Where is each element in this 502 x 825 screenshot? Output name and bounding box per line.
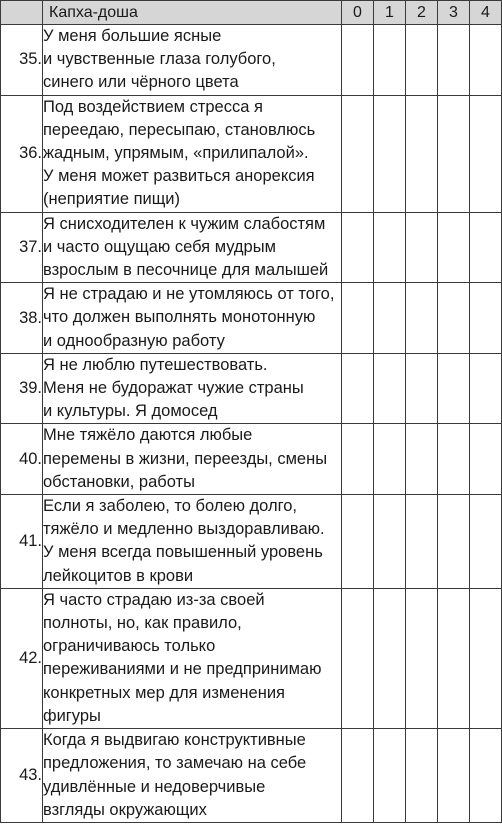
question-number: 43. bbox=[1, 729, 43, 823]
question-text bbox=[43, 283, 342, 354]
score-box-3[interactable] bbox=[438, 283, 470, 354]
score-header-0: 0 bbox=[342, 1, 374, 25]
score-box-4[interactable] bbox=[470, 95, 502, 212]
score-box-2[interactable] bbox=[406, 424, 438, 495]
question-text-line: Я не страдаю и не утомляюсь от того, bbox=[43, 285, 335, 304]
question-text-line: Мне тяжёло даются любые bbox=[43, 426, 253, 445]
question-row bbox=[1, 729, 502, 823]
score-box-0[interactable] bbox=[342, 353, 374, 424]
question-text-line: У меня всегда повышенный уровень bbox=[43, 543, 323, 562]
question-row bbox=[1, 25, 502, 96]
question-text bbox=[43, 212, 342, 283]
question-text-line: и часто ощущаю себя мудрым bbox=[43, 237, 276, 256]
question-text-line: Под воздействием стресса я bbox=[43, 97, 263, 116]
question-rows bbox=[1, 25, 502, 823]
question-row bbox=[1, 283, 502, 354]
question-text-line: и культуры. Я домосед bbox=[43, 402, 218, 421]
question-text-line: что должен выполнять монотонную bbox=[43, 308, 316, 327]
question-text-line: У меня может развиться анорексия bbox=[43, 167, 315, 186]
question-row bbox=[1, 588, 502, 728]
question-text bbox=[43, 495, 342, 589]
question-number: 36. bbox=[1, 95, 43, 212]
score-box-4[interactable] bbox=[470, 25, 502, 96]
score-box-3[interactable] bbox=[438, 353, 470, 424]
score-box-4[interactable] bbox=[470, 424, 502, 495]
question-text-line: переедаю, пересыпаю, становлюсь bbox=[43, 120, 316, 139]
question-text-line: взрослым в песочнице для малышей bbox=[43, 261, 329, 280]
score-box-2[interactable] bbox=[406, 729, 438, 823]
score-box-4[interactable] bbox=[470, 212, 502, 283]
score-box-4[interactable] bbox=[470, 495, 502, 589]
score-box-1[interactable] bbox=[374, 495, 406, 589]
score-header-1: 1 bbox=[374, 1, 406, 25]
score-header-4: 4 bbox=[470, 1, 502, 25]
dosha-title: Капха-доша bbox=[43, 1, 342, 25]
question-text-line: перемены в жизни, переезды, смены bbox=[43, 449, 328, 468]
question-text-line: Я не люблю путешествовать. bbox=[43, 355, 268, 374]
question-text-line: (неприятие пищи) bbox=[43, 190, 181, 209]
score-box-0[interactable] bbox=[342, 495, 374, 589]
question-text-line: Если я заболею, то болею долго, bbox=[43, 497, 298, 516]
question-text-line: переживаниями и не предпринимаю bbox=[43, 660, 322, 679]
score-box-3[interactable] bbox=[438, 424, 470, 495]
question-text bbox=[43, 588, 342, 728]
score-box-4[interactable] bbox=[470, 729, 502, 823]
question-text-line: Я часто страдаю из-за своей bbox=[43, 590, 265, 609]
score-box-1[interactable] bbox=[374, 212, 406, 283]
question-text-line: Когда я выдвигаю конструктивные bbox=[43, 731, 306, 750]
score-header-3: 3 bbox=[438, 1, 470, 25]
score-header-2: 2 bbox=[406, 1, 438, 25]
score-box-3[interactable] bbox=[438, 212, 470, 283]
question-text bbox=[43, 95, 342, 212]
score-box-2[interactable] bbox=[406, 495, 438, 589]
score-box-2[interactable] bbox=[406, 25, 438, 96]
score-box-1[interactable] bbox=[374, 353, 406, 424]
question-text-line: конкретных мер для изменения bbox=[43, 683, 285, 702]
score-box-3[interactable] bbox=[438, 95, 470, 212]
question-number: 38. bbox=[1, 283, 43, 354]
score-box-0[interactable] bbox=[342, 588, 374, 728]
question-text-line: взгляды окружающих bbox=[43, 800, 207, 819]
question-text-line: синего или чёрного цвета bbox=[43, 73, 239, 92]
score-box-3[interactable] bbox=[438, 495, 470, 589]
score-box-0[interactable] bbox=[342, 212, 374, 283]
score-box-1[interactable] bbox=[374, 283, 406, 354]
score-box-1[interactable] bbox=[374, 588, 406, 728]
question-row bbox=[1, 212, 502, 283]
score-box-2[interactable] bbox=[406, 95, 438, 212]
question-number: 41. bbox=[1, 495, 43, 589]
question-row bbox=[1, 424, 502, 495]
question-text-line: и чувственные глаза голубого, bbox=[43, 50, 276, 69]
score-box-1[interactable] bbox=[374, 25, 406, 96]
question-text-line: обстановки, работы bbox=[43, 472, 195, 491]
score-box-2[interactable] bbox=[406, 353, 438, 424]
question-number: 42. bbox=[1, 588, 43, 728]
question-number: 35. bbox=[1, 25, 43, 96]
question-text-line: предложения, то замечаю на себе bbox=[43, 754, 307, 773]
score-box-4[interactable] bbox=[470, 283, 502, 354]
question-text-line: фигуры bbox=[43, 706, 101, 725]
score-box-0[interactable] bbox=[342, 95, 374, 212]
score-box-0[interactable] bbox=[342, 25, 374, 96]
question-text-line: жадным, упрямым, «прилипалой». bbox=[43, 144, 309, 163]
question-text-line: ограничиваюсь только bbox=[43, 637, 216, 656]
header-row bbox=[1, 1, 502, 25]
score-box-3[interactable] bbox=[438, 25, 470, 96]
question-text-line: полноты, но, как правило, bbox=[43, 614, 242, 633]
score-box-0[interactable] bbox=[342, 729, 374, 823]
question-row bbox=[1, 95, 502, 212]
question-text-line: удивлённые и недоверчивые bbox=[43, 777, 266, 796]
question-text-line: У меня большие ясные bbox=[43, 27, 222, 45]
score-box-0[interactable] bbox=[342, 424, 374, 495]
question-text-line: Меня не будоражат чужие страны bbox=[43, 379, 304, 398]
score-box-2[interactable] bbox=[406, 212, 438, 283]
score-box-4[interactable] bbox=[470, 588, 502, 728]
score-box-3[interactable] bbox=[438, 729, 470, 823]
question-text bbox=[43, 729, 342, 823]
score-box-3[interactable] bbox=[438, 588, 470, 728]
question-number: 39. bbox=[1, 353, 43, 424]
question-text bbox=[43, 424, 342, 495]
question-row bbox=[1, 353, 502, 424]
question-text-line: лейкоцитов в крови bbox=[43, 566, 194, 585]
score-box-0[interactable] bbox=[342, 283, 374, 354]
question-number: 40. bbox=[1, 424, 43, 495]
score-box-2[interactable] bbox=[406, 588, 438, 728]
question-text bbox=[43, 353, 342, 424]
score-box-2[interactable] bbox=[406, 283, 438, 354]
score-box-1[interactable] bbox=[374, 95, 406, 212]
score-box-1[interactable] bbox=[374, 729, 406, 823]
question-row bbox=[1, 495, 502, 589]
question-text-line: Я снисходителен к чужим слабостям bbox=[43, 214, 326, 233]
question-number: 37. bbox=[1, 212, 43, 283]
question-text bbox=[43, 25, 342, 96]
question-text-line: тяжёло и медленно выздоравливаю. bbox=[43, 520, 325, 539]
header-number-cell bbox=[1, 1, 43, 25]
score-box-1[interactable] bbox=[374, 424, 406, 495]
score-box-4[interactable] bbox=[470, 353, 502, 424]
question-text-line: и однообразную работу bbox=[43, 331, 225, 350]
